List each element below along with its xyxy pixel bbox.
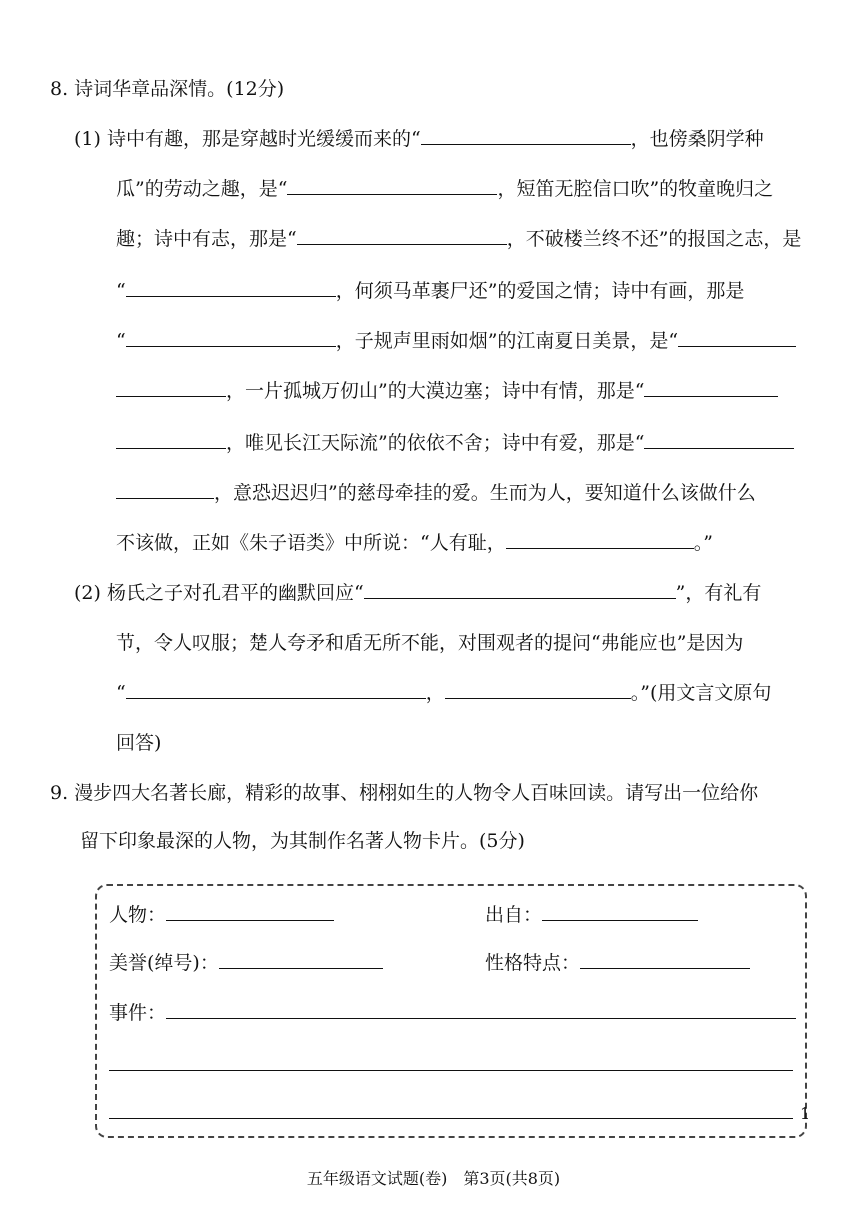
source-field[interactable]: [542, 902, 698, 921]
q9-line2: 留下印象最深的人物，为其制作名著人物卡片。(5分): [80, 830, 525, 852]
card-source-row: 出自：: [485, 902, 698, 928]
card-event-row: 事件：: [109, 1000, 796, 1026]
answer-blank[interactable]: [506, 530, 694, 549]
card-title-row: 美誉(绰号)：: [109, 950, 383, 976]
card-person-row: 人物：: [109, 902, 334, 928]
answer-blank[interactable]: [644, 430, 794, 449]
q8-title: 8. 诗词华章品深情。(12分): [50, 78, 285, 100]
q8-p1-line2: 瓜”的劳动之趣，是“ ，短笛无腔信口吹”的牧童晚归之: [116, 178, 774, 200]
event-line-2[interactable]: [109, 1070, 793, 1071]
side-mark: 1: [800, 1104, 811, 1123]
q9-line1: 9. 漫步四大名著长廊，精彩的故事、栩栩如生的人物令人百味回读。请写出一位给你: [50, 782, 759, 804]
page-footer: 五年级语文试题(卷) 第3页(共8页): [306, 1169, 561, 1188]
q8-p2-line2: 节，令人叹服；楚人夸矛和盾无所不能，对围观者的提问“弗能应也”是因为: [116, 632, 744, 654]
q8-p1-line9: 不该做，正如《朱子语类》中所说：“人有耻， 。”: [116, 532, 713, 554]
q8-p2-line4: 回答): [116, 732, 162, 754]
answer-blank[interactable]: [445, 680, 631, 699]
answer-blank[interactable]: [126, 278, 336, 297]
person-field[interactable]: [166, 902, 334, 921]
answer-blank[interactable]: [116, 480, 214, 499]
q8-p1-line4: “ ，何须马革裹尸还”的爱国之情；诗中有画，那是: [116, 280, 745, 302]
answer-blank[interactable]: [297, 226, 507, 245]
answer-blank[interactable]: [678, 328, 796, 347]
answer-blank[interactable]: [287, 176, 497, 195]
nickname-field[interactable]: [219, 950, 383, 969]
q8-p2-line3: “ ， 。”(用文言文原句: [116, 682, 772, 704]
answer-blank[interactable]: [364, 580, 676, 599]
answer-blank[interactable]: [126, 328, 336, 347]
character-card: [95, 884, 807, 1138]
card-trait-row: 性格特点：: [485, 950, 750, 976]
q8-p1-line3: 趣；诗中有志，那是“ ，不破楼兰终不还”的报国之志，是: [116, 228, 802, 250]
q8-p1-line6: ，一片孤城万仞山”的大漠边塞；诗中有情，那是“: [116, 378, 778, 404]
answer-blank[interactable]: [126, 680, 426, 699]
q8-p1-line1: (1) 诗中有趣，那是穿越时光缓缓而来的“ ，也傍桑阴学种: [74, 128, 764, 150]
q8-p1-line8: ，意恐迟迟归”的慈母牵挂的爱。生而为人，要知道什么该做什么: [116, 480, 756, 506]
trait-field[interactable]: [580, 950, 750, 969]
event-line-3[interactable]: [109, 1118, 793, 1119]
answer-blank[interactable]: [644, 378, 778, 397]
event-field[interactable]: [166, 1000, 796, 1019]
q8-p1-line7: ，唯见长江天际流”的依依不舍；诗中有爱，那是“: [116, 430, 794, 456]
q8-p1-line5: “ ，子规声里雨如烟”的江南夏日美景，是“: [116, 328, 796, 354]
answer-blank[interactable]: [421, 126, 631, 145]
answer-blank[interactable]: [116, 378, 226, 397]
q8-p2-line1: (2) 杨氏之子对孔君平的幽默回应“ ”，有礼有: [74, 582, 762, 604]
answer-blank[interactable]: [116, 430, 226, 449]
